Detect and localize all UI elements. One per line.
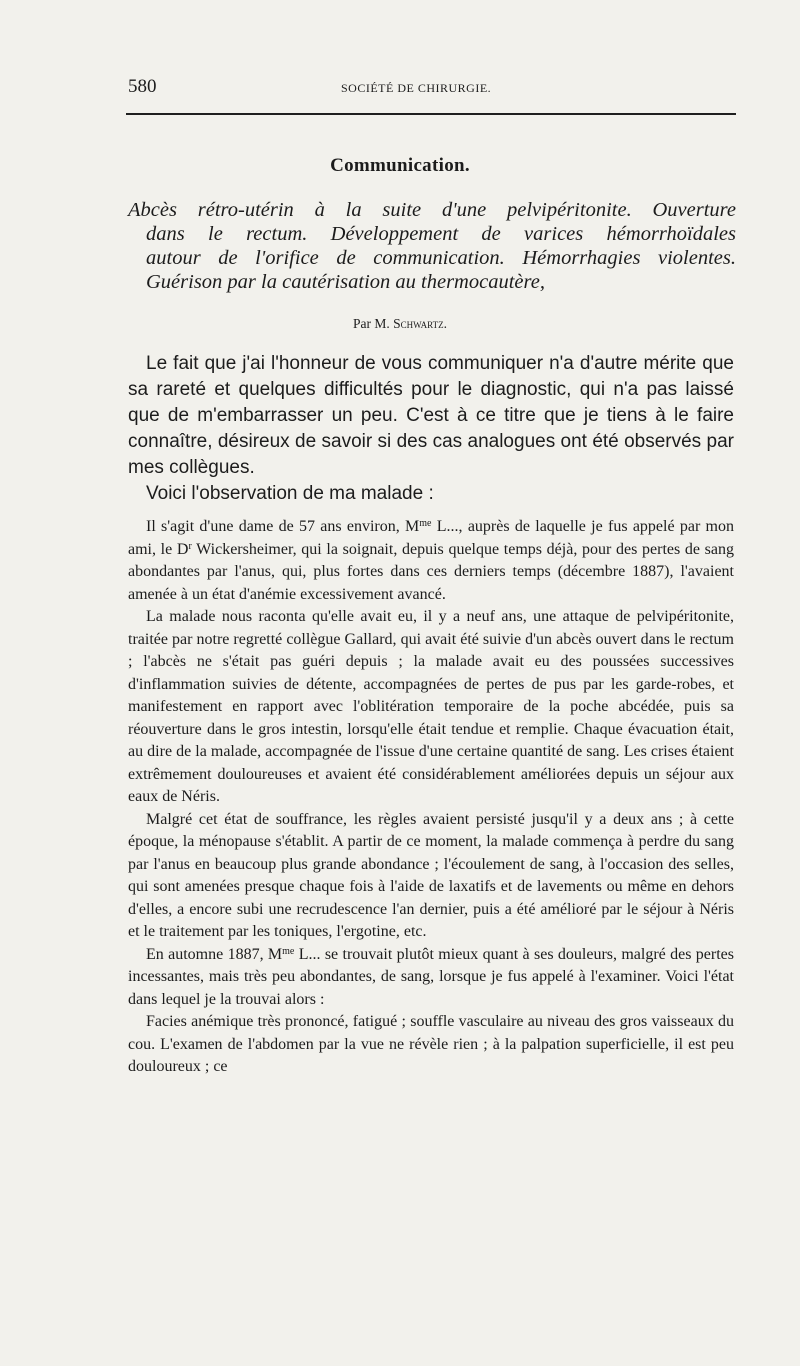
superscript: me [282, 945, 295, 957]
article-title-line: dans le rectum. Développement de varices hémorrhoïdales [146, 223, 736, 245]
page-number: 580 [128, 76, 157, 97]
observation-paragraph [128, 516, 734, 606]
text-run: En automne 1887, M [146, 945, 283, 963]
intro-text [128, 351, 734, 507]
intro-paragraph: Voici l'observation de ma malade : [146, 483, 434, 504]
header-rule [126, 113, 736, 115]
text-run: Il s'agit d'une dame de 57 ans environ, M [146, 518, 420, 535]
superscript: me [419, 518, 432, 529]
article-title-line: autour de l'orifice de communication. Hémorrhagies violentes. [146, 247, 736, 269]
text-run: Wickersheimer, qui la soignait, depuis quelque temps déjà, pour des pertes de sang abondantes par l'anus, qui, plus fortes dans ces derniers temps (décembre 1887), l'avaient amenée à un état d'anémie excessivement avancé. [128, 540, 735, 603]
section-heading: Communication. [330, 155, 470, 176]
byline-prefix: Par M. [353, 316, 390, 331]
observation-paragraph: Malgré cet état de souffrance, les règles avaient persisté jusqu'il y a deux ans ; à cette époque, la ménopause s'établit. A partir de ce moment, la malade commença à perdre du sang par l'anus en beaucoup plus grande abondance ; l'écoulement de sang, à l'occasion des selles, qui sont amenées presque chaque fois à l'aide de laxatifs et de lavements ou même en dehors d'elles, a encore subi une recrudescence l'an dernier, puis a été amélioré par le séjour à Néris et le traitement par les toniques, l'ergotine, etc. [128, 810, 734, 940]
article-title-line: Guérison par la cautérisation au thermocautère, [146, 271, 545, 293]
observation-text [128, 516, 734, 1079]
author-name: Schwartz. [393, 316, 447, 331]
article-title [128, 198, 736, 294]
byline [0, 316, 800, 332]
article-title-line: Abcès rétro-utérin à la suite d'une pelvipéritonite. Ouverture [128, 199, 736, 221]
text-run: L..., auprès de laquelle je fus appelé par mon ami, le D [128, 518, 735, 558]
observation-paragraph: La malade nous raconta qu'elle avait eu, il y a neuf ans, une attaque de pelvipéritonite, traitée par notre regretté collègue Gallard, qui avait été suivie d'un abcès ouvert dans le rectum ; l'abcès ne s'était pas guéri depuis ; la malade avait eu des poussées successives d'inflammation suivies de détente, accompagnées de pertes de pus par les garde-robes, et manifestement en rapport avec l'oblitération temporaire de la poche abcédée, puis sa réouverture dans le gros intestin, lorsqu'elle était tendue et remplie. Chaque évacuation était, au dire de la malade, accompagnée de l'issue d'une certaine quantité de sang. Les crises étaient extrêmement douloureuses et avaient été considérablement améliorées depuis un séjour aux eaux de Néris. [128, 608, 734, 805]
observation-paragraph: Facies anémique très prononcé, fatigué ; souffle vasculaire au niveau des gros vaisseaux du cou. L'examen de l'abdomen par la vue ne révèle rien ; à la palpation superficielle, il est peu douloureux ; ce [128, 1013, 734, 1075]
superscript: r [188, 540, 192, 552]
journal-title: SOCIÉTÉ DE CHIRURGIE. [341, 81, 492, 95]
observation-paragraph [128, 944, 734, 1012]
text-run: L... se trouvait plutôt mieux quant à ses douleurs, malgré des pertes incessantes, mais très peu abondantes, de sang, lorsque je fus appelé à l'examiner. Voici l'état dans lequel je la trouvai alors : [128, 945, 734, 1008]
intro-paragraph: Le fait que j'ai l'honneur de vous communiquer n'a d'autre mérite que sa rareté et quelques difficultés pour le diagnostic, qui n'a pas laissé que de m'embarrasser un peu. C'est à ce titre que je tiens à le faire connaître, désireux de savoir si des cas analogues ont été observés par mes collègues. [128, 353, 734, 478]
running-head [128, 76, 734, 100]
